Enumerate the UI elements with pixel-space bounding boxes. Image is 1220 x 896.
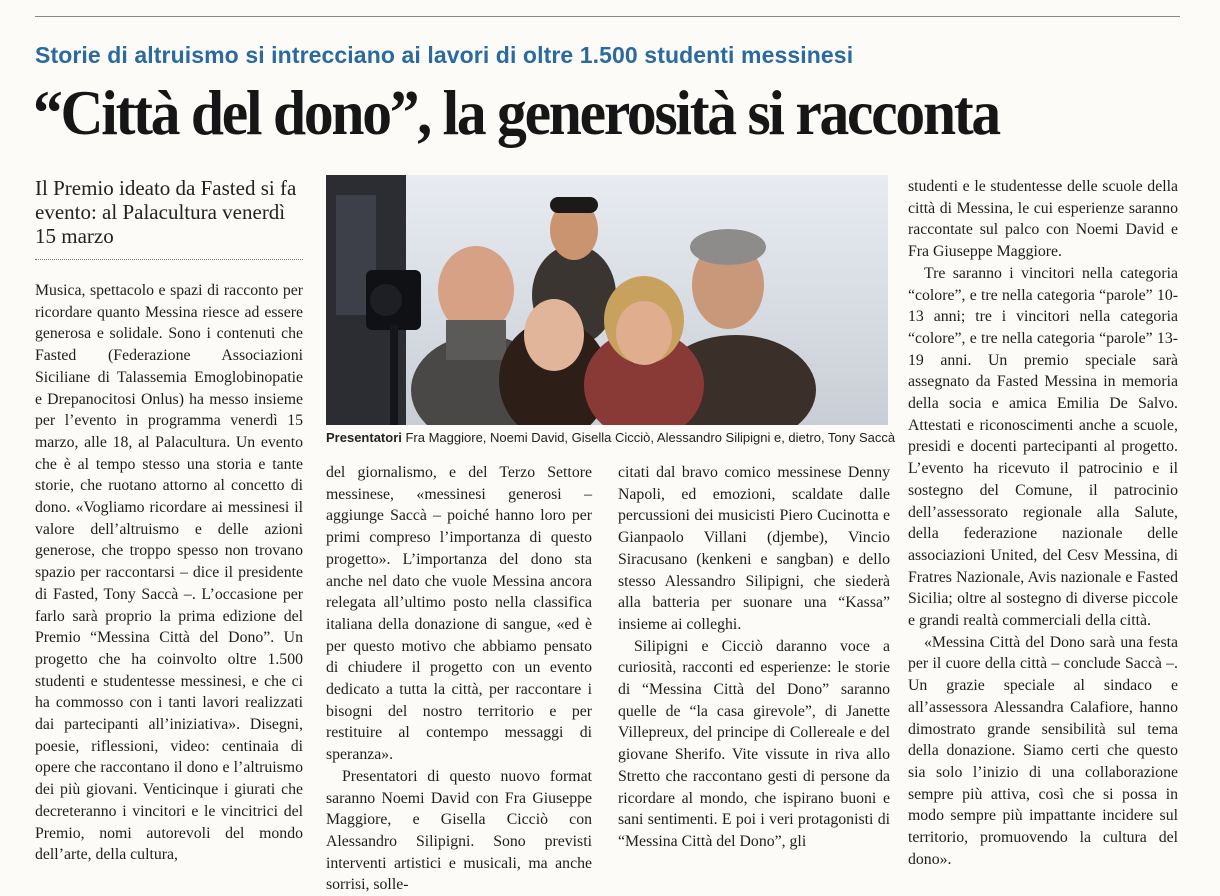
caption-text: Fra Maggiore, Noemi David, Gisella Cicciò, Alessandro Silipigni e, dietro, Tony Saccà bbox=[401, 430, 896, 445]
article-lead: Il Premio ideato da Fasted si fa evento: al Palacultura venerdì 15 marzo bbox=[35, 176, 297, 248]
top-rule bbox=[35, 16, 1180, 17]
photo-illustration bbox=[326, 175, 888, 425]
paragraph: Silipigni e Cicciò daranno voce a curiosità, racconti ed esperienze: le storie di “Messina Città del Dono” saranno quelle de “la casa girevole”, di Janette Villepreux, del principe di Collereale e del giovane Sherifo. Vite vissute in riva allo Stretto che raccontano gesti di persone da ricordare al mondo, che ispirano buoni e sani sentimenti. E poi i veri protagonisti di “Messina Città del Dono”, gli bbox=[618, 637, 890, 850]
article-column-1 bbox=[35, 280, 303, 866]
caption-label: Presentatori bbox=[326, 430, 402, 445]
paragraph: studenti e le studentesse delle scuole della città di Messina, le cui esperienze saranno raccontate sul palco con Noemi David e Fra Giuseppe Maggiore. bbox=[908, 178, 1178, 261]
paragraph: Musica, spettacolo e spazi di racconto per ricordare quanto Messina riesce ad essere generosa e solidale. Sono i contenuti che Fasted (Federazione Associazioni Siciliane di Talassemia Emoglobinopatie e Drepanocitosi Onlus) ha messo insieme per l’evento in programma venerdì 15 marzo, alle 18, al Palacultura. Un evento che è al tempo stesso una storia e tante storie, che ruotano attorno al concetto di dono. «Vogliamo ricordare ai messinesi il valore dell’altruismo e delle azioni generose, che troppo spesso non trovano spazio per raccontarsi – dice il presidente di Fasted, Tony Saccà –. L’occasione per farlo sarà proprio la prima edizione del Premio “Messina Città del Dono”. Un progetto che ha coinvolto oltre 1.500 studenti e studentesse messinesi, e che ci ha commosso con i tanti lavori realizzati dai partecipanti all’iniziativa». Disegni, poesie, riflessioni, video: centinaia di opere che raccontano il dono e l’altruismo dei più giovani. Venticinque i giurati che decreteranno i vincitori e le vincitrici del Premio, nomi autorevoli del mondo dell’arte, della cultura, bbox=[35, 282, 303, 864]
paragraph: Tre saranno i vincitori nella categoria “colore”, e tre nella categoria “parole” 10-13 anni; tre i vincitori nella categoria “colore”, e tre nella categoria “parole” 13-19 anni. Un premio speciale sarà assegnato da Fasted Messina in memoria della socia e amica Emilia De Salvo. Attestati e riconoscimenti anche a scuole, presidi e docenti partecipanti al progetto. L’evento ha ricevuto il patrocinio e il sostegno del Comune, il patrocinio dell’assessorato regionale alla Salute, della federazione nazionale delle associazioni United, del Cesv Messina, di Fratres Nazionale, Avis nazionale e Fasted Sicilia; oltre al sostegno di diverse piccole e grandi realtà commerciali della città. bbox=[908, 264, 1178, 630]
paragraph: citati dal bravo comico messinese Denny Napoli, ed emozioni, scaldate dalle percussioni dei musicisti Piero Cucinotta e Gianpaolo Villani (djembe), Vincio Siracusano (kenkeni e sangban) e dello stesso Alessandro Silipigni, che siederà alla batteria per suonare una “Kassa” insieme ai colleghi. bbox=[618, 464, 890, 633]
article-column-4 bbox=[908, 176, 1178, 871]
photo-caption bbox=[326, 429, 896, 446]
paragraph: «Messina Città del Dono sarà una festa per il cuore della città – conclude Saccà –. Un grazie speciale al sindaco e all’assessora Alessandra Calafiore, hanno dimostrato grande sensibilità sul tema della donazione. Siamo certi che questo sia solo l’inizio di una collaborazione sempre più attiva, così che si possa in modo sempre più impattante incidere sul territorio, promuovendo la cultura del dono». bbox=[908, 633, 1178, 868]
article-headline: “Città del dono”, la generosità si racconta bbox=[33, 77, 999, 148]
paragraph: del giornalismo, e del Terzo Settore messinese, «messinesi generosi – aggiunge Saccà – poiché hanno loro per primi compreso l’importanza di questo progetto». L’importanza del dono sta anche nel dato che vuole Messina ancora relegata all’ultimo posto nella classifica italiana della donazione di sangue, «ed è per questo motivo che abbiamo pensato di chiudere il progetto con un evento dedicato a tutta la città, per raccontare i bisogni del nostro territorio e per restituire al contempo messaggi di speranza». bbox=[326, 464, 592, 764]
article-kicker: Storie di altruismo si intrecciano ai lavori di oltre 1.500 studenti messinesi bbox=[35, 42, 854, 68]
presenters-photo bbox=[326, 175, 888, 425]
article-column-2 bbox=[326, 462, 592, 896]
lead-divider bbox=[35, 259, 303, 260]
article-column-3 bbox=[618, 462, 890, 853]
paragraph: Presentatori di questo nuovo format saranno Noemi David con Fra Giuseppe Maggiore, e Gisella Cicciò con Alessandro Silipigni. Sono previsti interventi artistici e musicali, ma anche sorrisi, solle- bbox=[326, 767, 592, 894]
